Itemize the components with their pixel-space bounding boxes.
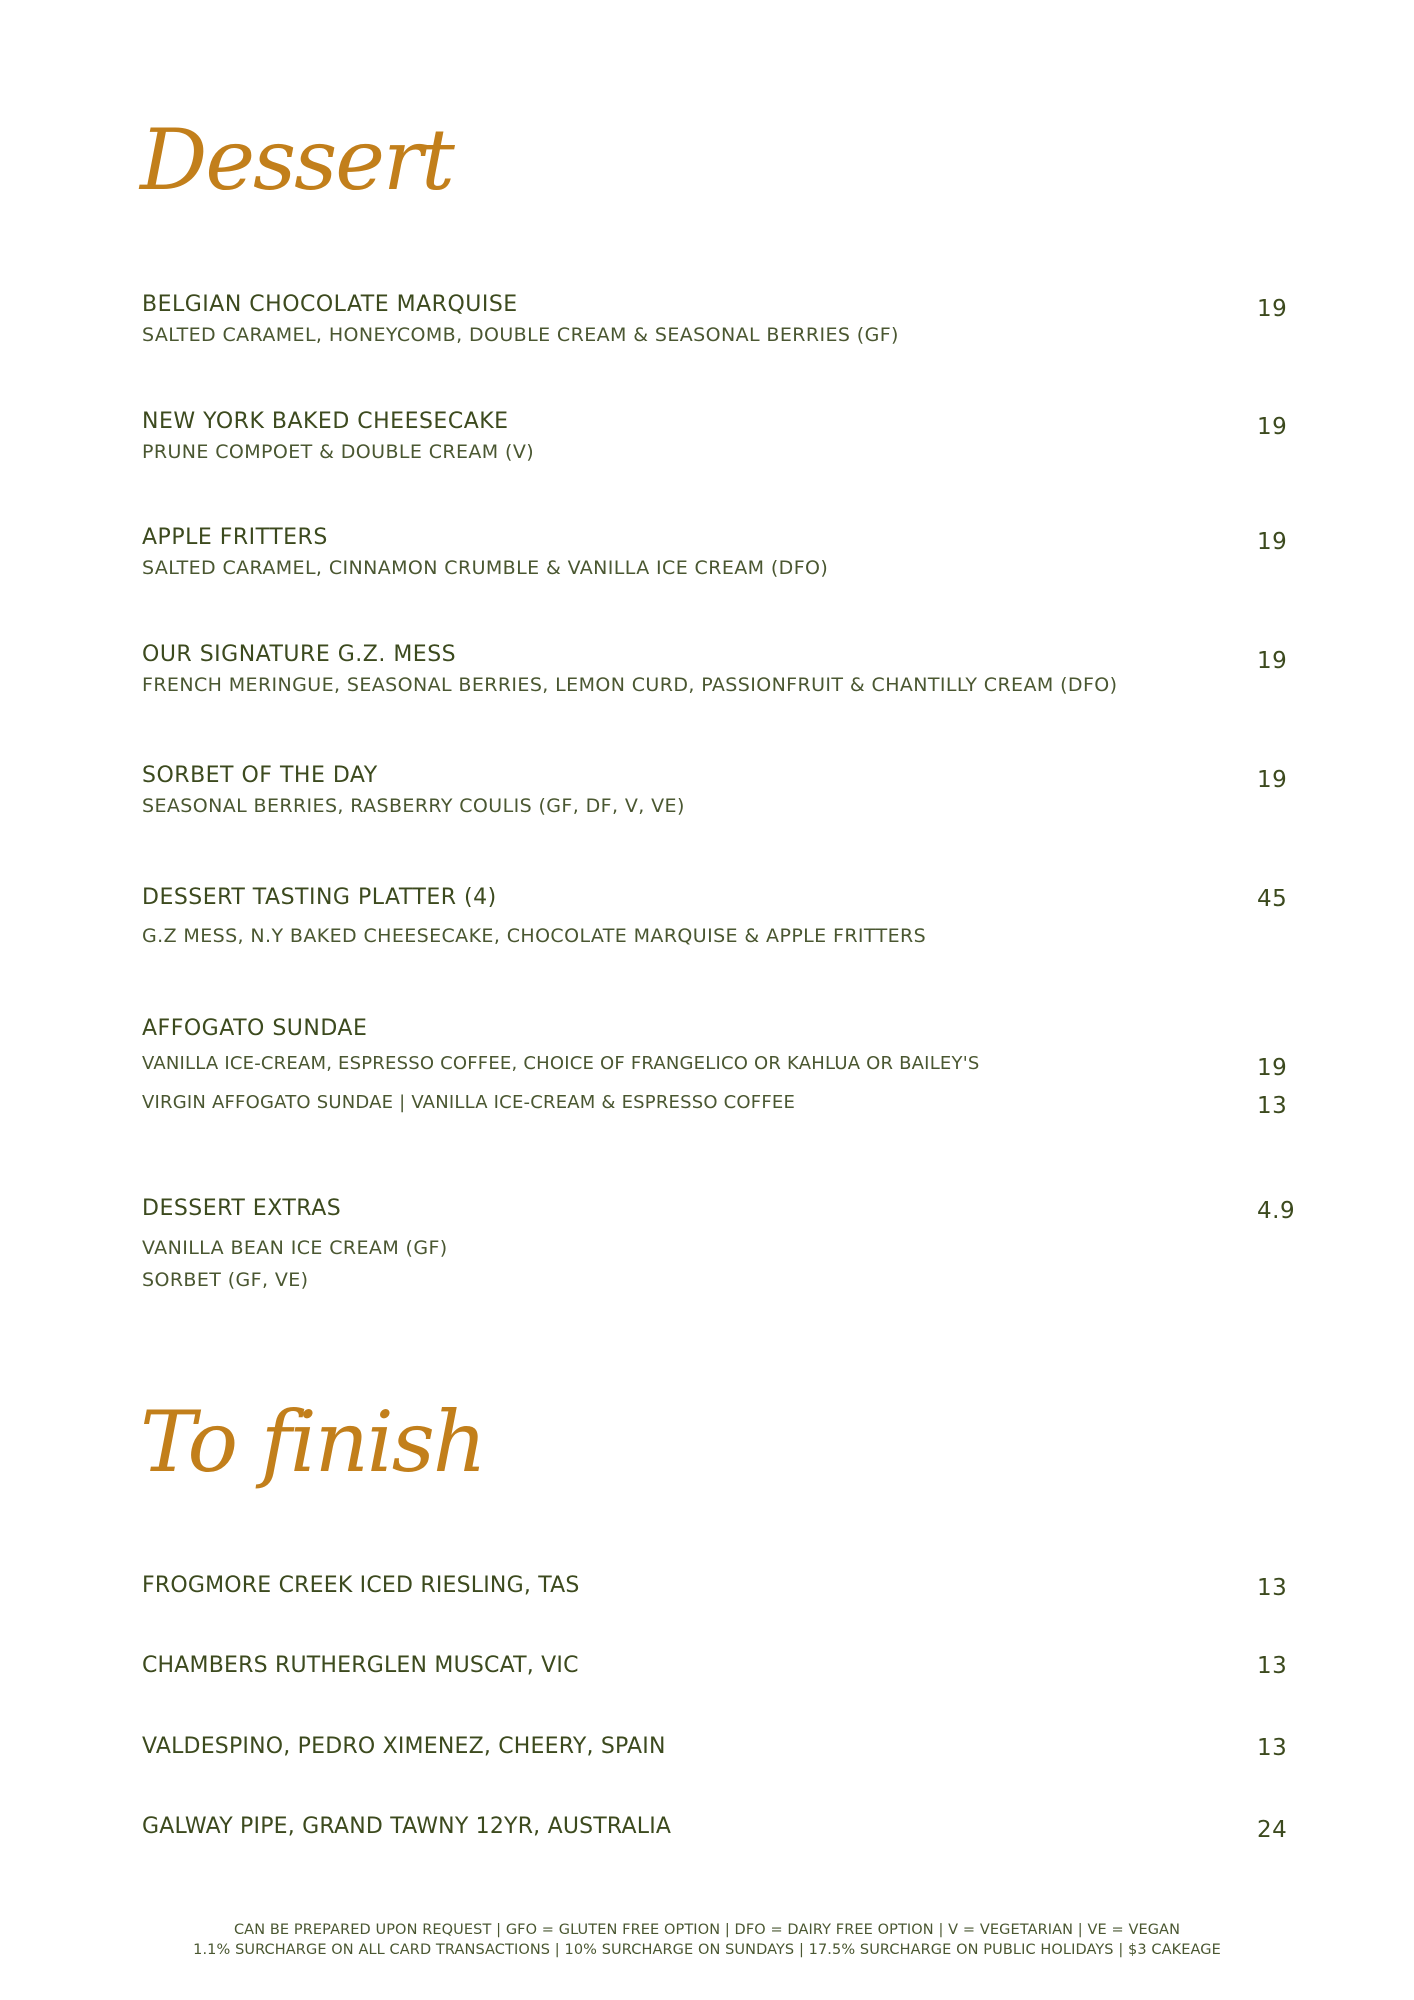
item-description: SALTED CARAMEL, HONEYCOMB, DOUBLE CREAM & SEASONAL BERRIES (GF) xyxy=(142,324,899,347)
item-price: 19 xyxy=(1257,1055,1288,1081)
affogato-option: VIRGIN AFFOGATO SUNDAE | VANILLA ICE-CREAM & ESPRESSO COFFEE xyxy=(142,1092,796,1113)
affogato-option: VANILLA ICE-CREAM, ESPRESSO COFFEE, CHOICE OF FRANGELICO OR KAHLUA OR BAILEY'S xyxy=(142,1053,980,1074)
item-description: FRENCH MERINGUE, SEASONAL BERRIES, LEMON CURD, PASSIONFRUIT & CHANTILLY CREAM (DFO) xyxy=(142,674,1118,697)
item-name: BELGIAN CHOCOLATE MARQUISE xyxy=(142,292,518,317)
menu-item xyxy=(142,292,1322,347)
menu-item xyxy=(142,642,1322,697)
wine-item: CHAMBERS RUTHERGLEN MUSCAT, VIC xyxy=(142,1653,579,1678)
item-price: 13 xyxy=(1257,1575,1288,1601)
extras-line: SORBET (GF, VE) xyxy=(142,1269,309,1292)
item-description: PRUNE COMPOET & DOUBLE CREAM (V) xyxy=(142,441,535,464)
item-name: AFFOGATO SUNDAE xyxy=(142,1016,368,1041)
item-name: SORBET OF THE DAY xyxy=(142,763,378,788)
item-price: 19 xyxy=(1257,529,1288,555)
wine-item: FROGMORE CREEK ICED RIESLING, TAS xyxy=(142,1573,580,1598)
dessert-extras xyxy=(142,1196,1322,1292)
menu-item xyxy=(142,409,1322,464)
item-price: 13 xyxy=(1257,1653,1288,1679)
item-price: 19 xyxy=(1257,296,1288,322)
menu-item xyxy=(142,885,1322,948)
item-price: 13 xyxy=(1257,1093,1288,1119)
dietary-legend: CAN BE PREPARED UPON REQUEST | GFO = GLUTEN FREE OPTION | DFO = DAIRY FREE OPTION | V = VEGETARIAN | VE = VEGAN xyxy=(233,1922,1181,1938)
wine-item: GALWAY PIPE, GRAND TAWNY 12YR, AUSTRALIA xyxy=(142,1814,672,1839)
surcharge-notice: 1.1% SURCHARGE ON ALL CARD TRANSACTIONS | 10% SURCHARGE ON SUNDAYS | 17.5% SURCHARGE ON PUBLIC HOLIDAYS | $3 CAKEAGE xyxy=(193,1942,1221,1958)
wine-item: VALDESPINO, PEDRO XIMENEZ, CHEERY, SPAIN xyxy=(142,1734,666,1759)
item-price: 45 xyxy=(1257,886,1288,912)
item-price: 19 xyxy=(1257,414,1288,440)
finish-section-title: To finish xyxy=(140,1393,485,1491)
item-name: DESSERT EXTRAS xyxy=(142,1196,342,1221)
affogato-item xyxy=(142,1016,1322,1042)
item-price: 4.9 xyxy=(1257,1198,1296,1224)
item-description: SALTED CARAMEL, CINNAMON CRUMBLE & VANILLA ICE CREAM (DFO) xyxy=(142,557,829,580)
menu-item xyxy=(142,763,1322,818)
item-price: 13 xyxy=(1257,1735,1288,1761)
menu-item xyxy=(142,525,1322,580)
item-price: 19 xyxy=(1257,767,1288,793)
item-price: 24 xyxy=(1257,1817,1288,1843)
item-name: NEW YORK BAKED CHEESECAKE xyxy=(142,409,509,434)
item-name: OUR SIGNATURE G.Z. MESS xyxy=(142,642,457,667)
item-name: DESSERT TASTING PLATTER (4) xyxy=(142,885,497,910)
item-price: 19 xyxy=(1257,648,1288,674)
item-description: SEASONAL BERRIES, RASBERRY COULIS (GF, DF, V, VE) xyxy=(142,795,685,818)
dessert-section-title: Dessert xyxy=(140,111,453,209)
extras-line: VANILLA BEAN ICE CREAM (GF) xyxy=(142,1237,448,1260)
item-name: APPLE FRITTERS xyxy=(142,525,328,550)
item-description: G.Z MESS, N.Y BAKED CHEESECAKE, CHOCOLATE MARQUISE & APPLE FRITTERS xyxy=(142,925,927,948)
